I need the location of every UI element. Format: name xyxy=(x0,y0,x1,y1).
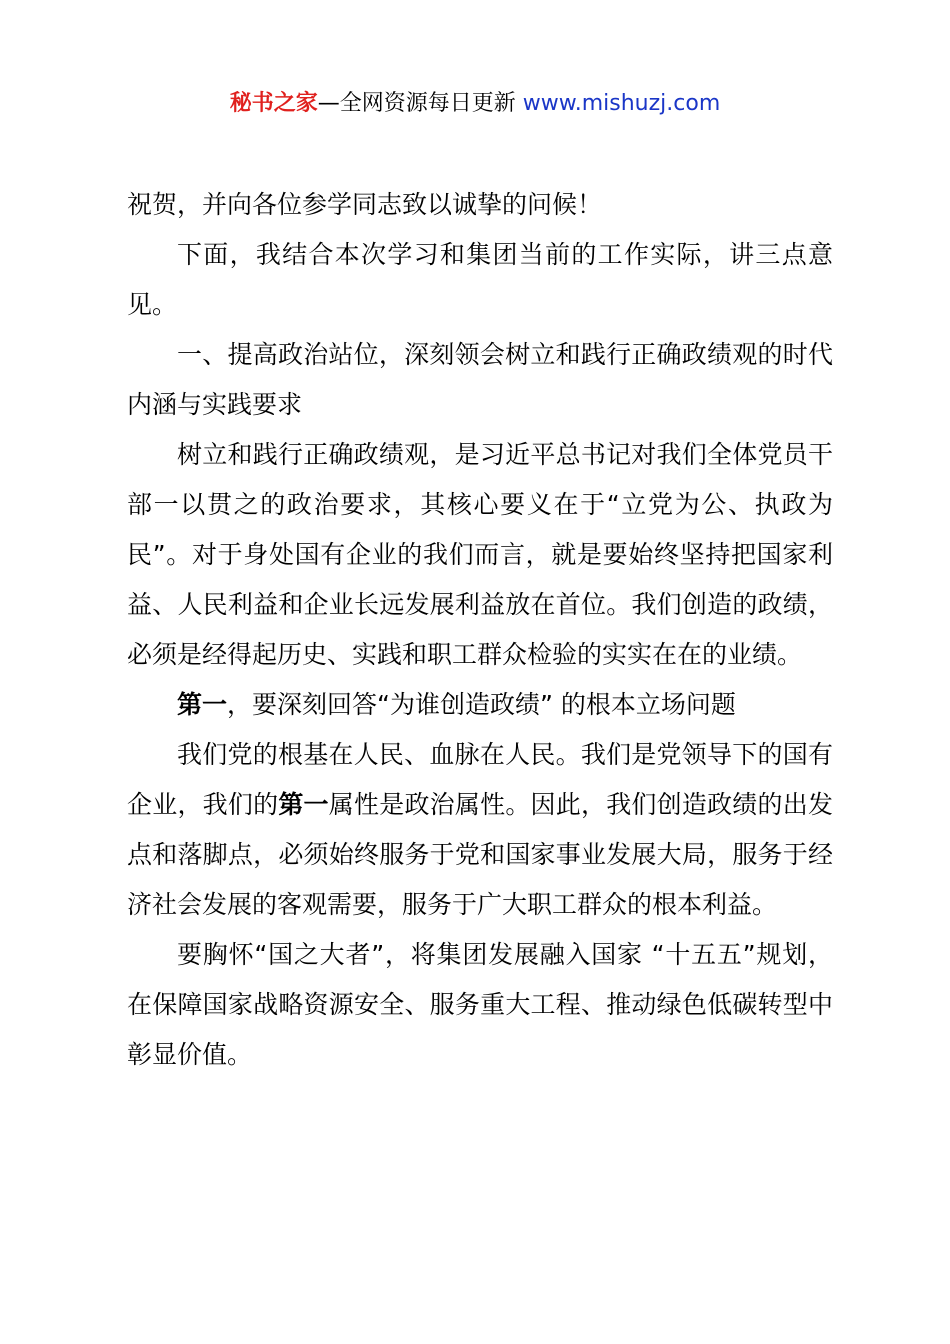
page-header xyxy=(0,86,950,122)
paragraph-greeting: 祝贺，并向各位参学同志致以诚挚的问候！ xyxy=(127,190,603,219)
subheading-first-text: ，要深刻回答“为谁创造政绩” 的根本立场问题 xyxy=(227,690,736,719)
website-link[interactable]: www.mishuzj.com xyxy=(522,91,721,116)
paragraph-party-roots-part2: 属性是政治属性。因此，我们创造政绩的出发点和落脚点，必须始终服务于党和国家事业发展大局，服务于经济社会发展的客观需要，服务于广大职工群众的根本利益。 xyxy=(127,790,833,919)
section-heading-one: 一、提高政治站位，深刻领会树立和践行正确政绩观的时代内涵与实践要求 xyxy=(127,340,833,419)
paragraph-party-roots-bold: 第一 xyxy=(278,790,329,819)
subheading-first xyxy=(127,680,833,730)
header-slogan: —全网资源每日更新 xyxy=(317,91,523,116)
paragraph-national-plan: 要胸怀“国之大者”，将集团发展融入国家 “十五五”规划，在保障国家战略资源安全、服务重大工程、推动绿色低碳转型中彰显价值。 xyxy=(127,940,833,1069)
brand-name: 秘书之家 xyxy=(229,91,318,116)
paragraph-party-roots-part1: 我们党的根基在人民、血脉在人民。我们是党领导下的国有企业，我们的 xyxy=(127,740,833,819)
subheading-first-label: 第一 xyxy=(177,690,228,719)
paragraph-party-roots xyxy=(127,730,833,930)
paragraph-political-requirement: 树立和践行正确政绩观，是习近平总书记对我们全体党员干部一以贯之的政治要求，其核心要义在于“立党为公、执政为民”。对于身处国有企业的我们而言，就是要始终坚持把国家利益、人民利益和企业长远发展利益放在首位。我们创造的政绩，必须是经得起历史、实践和职工群众检验的实实在在的业绩。 xyxy=(127,440,833,669)
paragraph-intro: 下面，我结合本次学习和集团当前的工作实际，讲三点意见。 xyxy=(127,240,833,319)
document-body xyxy=(127,180,833,1080)
